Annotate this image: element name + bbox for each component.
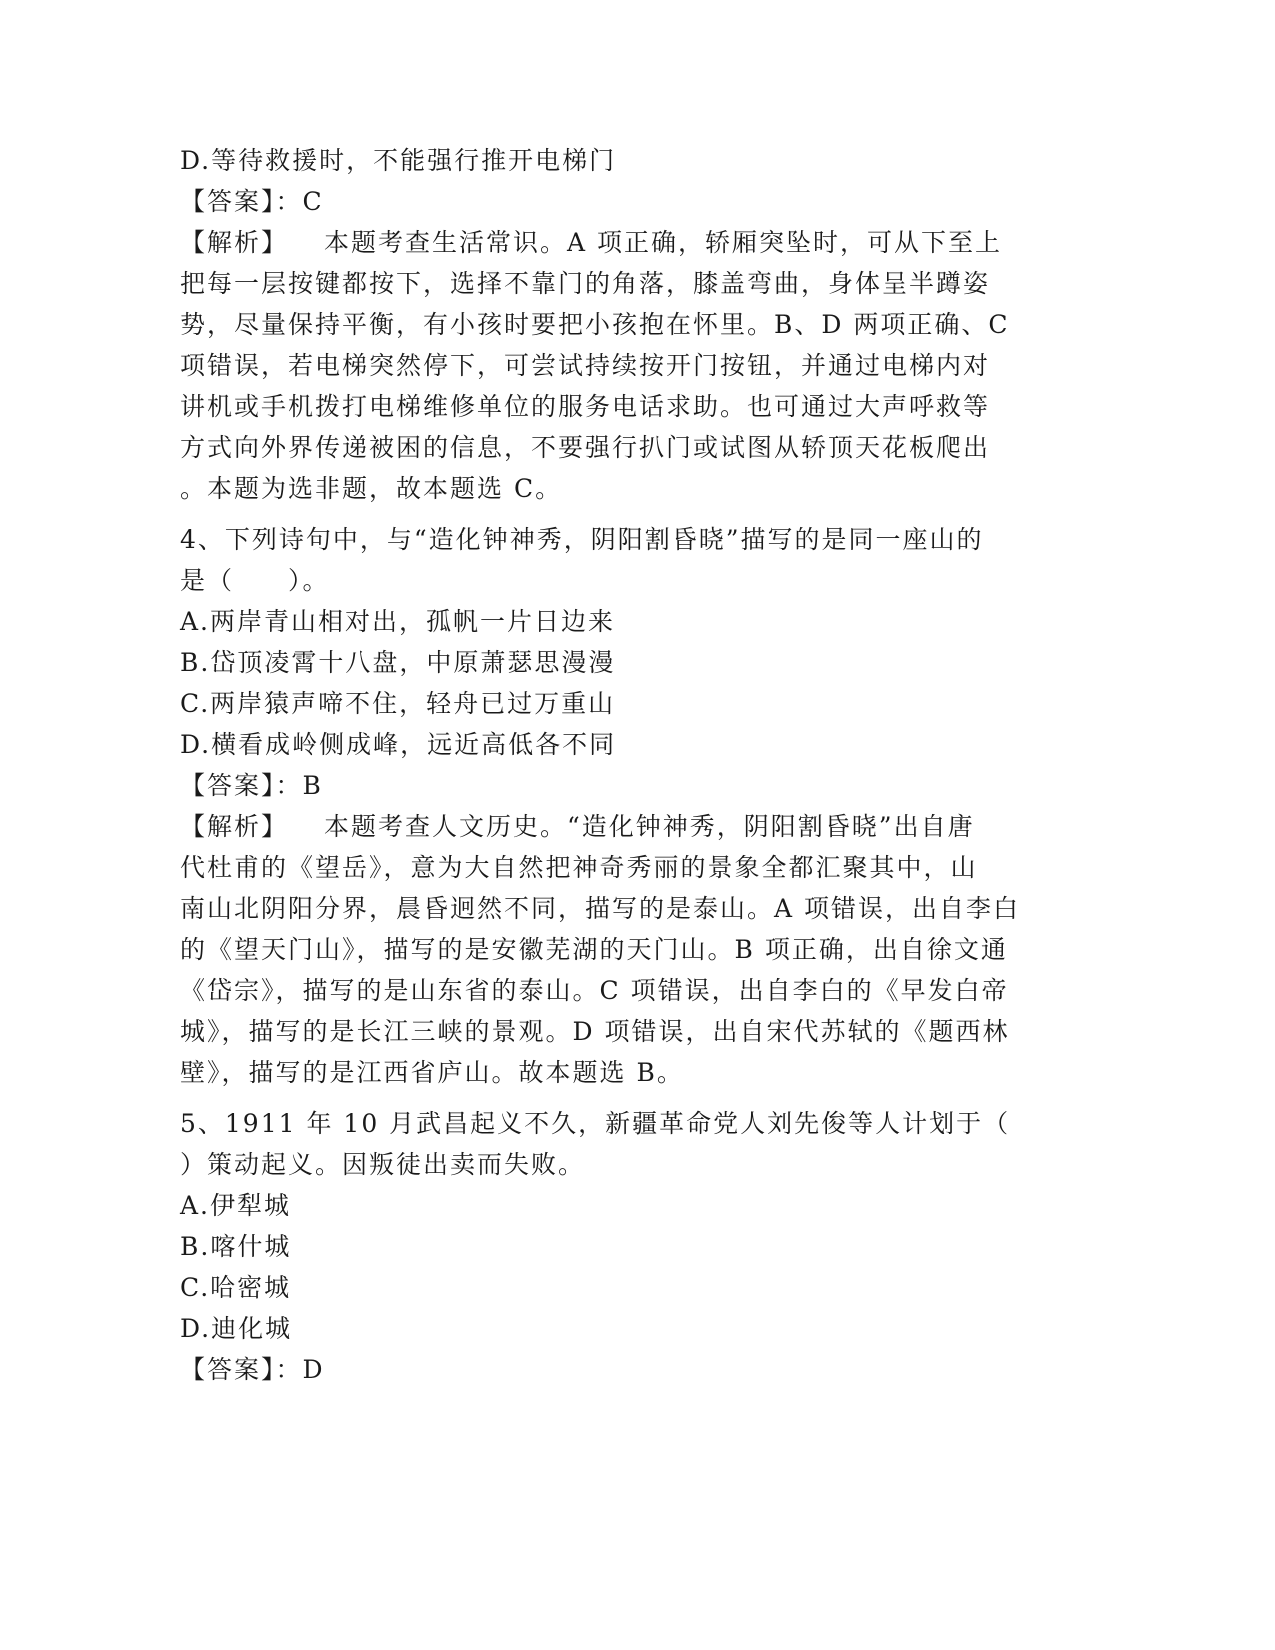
- analysis-text: 《岱宗》，描写的是山东省的泰山。C 项错误，出自李白的《早发白帝: [180, 976, 1009, 1005]
- question-stem: 4、下列诗句中，与“造化钟神秀，阴阳割昏晓”描写的是同一座山的: [180, 525, 984, 554]
- option-b: B.岱顶凌霄十八盘，中原萧瑟思漫漫: [180, 648, 616, 677]
- option-a: A.伊犁城: [180, 1191, 292, 1220]
- analysis-line: [180, 806, 1040, 847]
- analysis-text: 把每一层按键都按下，选择不靠门的角落，膝盖弯曲，身体呈半蹲姿: [180, 269, 991, 298]
- question-5: [180, 1103, 1040, 1390]
- document-page: [180, 140, 1040, 1390]
- answer-line: [180, 1349, 1040, 1390]
- answer-label: 【答案】：: [180, 771, 303, 800]
- analysis-text: 本题考查生活常识。A 项正确，轿厢突坠时，可从下至上: [324, 228, 1003, 257]
- question-stem: ）策动起义。因叛徒出卖而失败。: [180, 1150, 586, 1179]
- analysis-text: 方式向外界传递被困的信息，不要强行扒门或试图从轿顶天花板爬出: [180, 433, 991, 462]
- answer-label: 【答案】：: [180, 187, 303, 216]
- option-a: A.两岸青山相对出，孤帆一片日边来: [180, 607, 616, 636]
- analysis-text: 讲机或手机拨打电梯维修单位的服务电话求助。也可通过大声呼救等: [180, 392, 991, 421]
- question-4: [180, 519, 1040, 1093]
- analysis-label: 【解析】: [180, 812, 289, 841]
- option-b: B.喀什城: [180, 1232, 292, 1261]
- question-stem: 是（ ）。: [180, 566, 330, 595]
- analysis-label: 【解析】: [180, 228, 289, 257]
- analysis-text: 本题考查人文历史。“造化钟神秀，阴阳割昏晓”出自唐: [324, 812, 975, 841]
- analysis-text: 代杜甫的《望岳》，意为大自然把神奇秀丽的景象全都汇聚其中，山: [180, 853, 978, 882]
- analysis-text: 的《望天门山》，描写的是安徽芜湖的天门山。B 项正确，出自徐文通: [180, 935, 1008, 964]
- question-stem: 5、1911 年 10 月武昌起义不久，新疆革命党人刘先俊等人计划于（: [180, 1109, 1011, 1138]
- option-c: C.两岸猿声啼不住，轻舟已过万重山: [180, 689, 616, 718]
- option-d: D.迪化城: [180, 1314, 293, 1343]
- analysis-text: 。本题为选非题，故本题选 C。: [180, 474, 563, 503]
- analysis-line: [180, 222, 1040, 263]
- answer-value: B: [302, 771, 323, 800]
- analysis-text: 壁》，描写的是江西省庐山。故本题选 B。: [180, 1058, 684, 1087]
- answer-line: [180, 765, 1040, 806]
- analysis-text: 势，尽量保持平衡，有小孩时要把小孩抱在怀里。B、D 两项正确、C: [180, 310, 1010, 339]
- analysis-text: 南山北阴阳分界，晨昏迥然不同，描写的是泰山。A 项错误，出自李白: [180, 894, 1021, 923]
- question-3-tail: [180, 140, 1040, 509]
- answer-value: C: [302, 187, 324, 216]
- answer-line: [180, 181, 1040, 222]
- answer-label: 【答案】：: [180, 1355, 303, 1384]
- analysis-text: 城》，描写的是长江三峡的景观。D 项错误，出自宋代苏轼的《题西林: [180, 1017, 1010, 1046]
- option-d: D.等待救援时，不能强行推开电梯门: [180, 146, 617, 175]
- answer-value: D: [302, 1355, 325, 1384]
- option-d: D.横看成岭侧成峰，远近高低各不同: [180, 730, 617, 759]
- analysis-text: 项错误，若电梯突然停下，可尝试持续按开门按钮，并通过电梯内对: [180, 351, 991, 380]
- option-c: C.哈密城: [180, 1273, 292, 1302]
